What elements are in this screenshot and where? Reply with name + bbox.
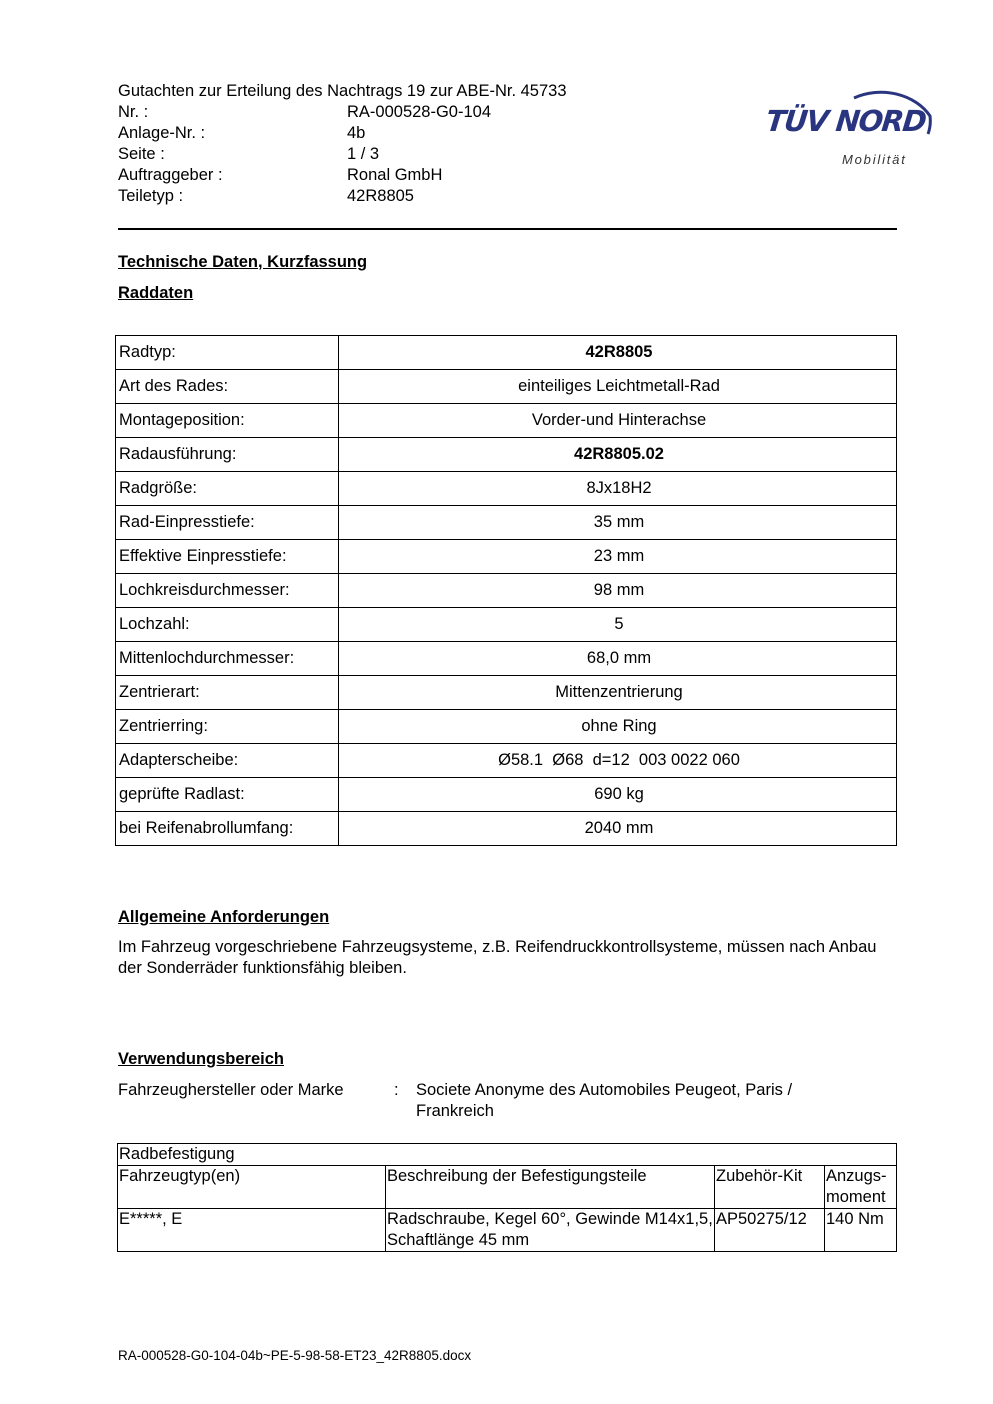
table-cell-label: Montageposition: bbox=[116, 404, 339, 438]
table-row bbox=[116, 778, 897, 812]
table-cell-label: Radgröße: bbox=[116, 472, 339, 506]
table-cell-label: bei Reifenabrollumfang: bbox=[116, 812, 339, 846]
table-cell-value: 5 bbox=[339, 608, 897, 642]
header-row-nr bbox=[118, 102, 567, 123]
header-label: Nr. : bbox=[118, 103, 149, 121]
table-cell-value: 690 kg bbox=[339, 778, 897, 812]
header-value: RA-000528-G0-104 bbox=[347, 103, 492, 121]
usage-label: Fahrzeughersteller oder Marke bbox=[118, 1081, 344, 1099]
header-row-auftraggeber bbox=[118, 165, 567, 186]
tuv-nord-logo bbox=[762, 58, 942, 173]
table-row bbox=[116, 744, 897, 778]
table-cell-value: 23 mm bbox=[339, 540, 897, 574]
table-row bbox=[116, 676, 897, 710]
header-label: Anlage-Nr. : bbox=[118, 124, 206, 142]
section-heading-verwendung: Verwendungsbereich bbox=[118, 1050, 284, 1068]
table-row bbox=[116, 506, 897, 540]
table-header-row bbox=[118, 1166, 897, 1209]
table-cell: E*****, E bbox=[118, 1209, 386, 1252]
table-cell-value: Vorder-und Hinterachse bbox=[339, 404, 897, 438]
section-heading-allgemein: Allgemeine Anforderungen bbox=[118, 908, 330, 926]
table-cell-value: 35 mm bbox=[339, 506, 897, 540]
logo-wordmark: TÜV NORD bbox=[764, 104, 927, 138]
header-label: Seite : bbox=[118, 145, 165, 163]
table-cell-label: Effektive Einpresstiefe: bbox=[116, 540, 339, 574]
header-row-seite bbox=[118, 144, 567, 165]
table-cell-label: Art des Rades: bbox=[116, 370, 339, 404]
header-divider bbox=[118, 228, 897, 230]
requirements-paragraph: Im Fahrzeug vorgeschriebene Fahrzeugsysteme, z.B. Reifendruckkontrollsysteme, müssen nach Anbau der Sonderräder funktionsfähig bleiben. bbox=[118, 938, 877, 977]
table-row bbox=[116, 642, 897, 676]
table-row bbox=[116, 710, 897, 744]
table-cell: Radschraube, Kegel 60°, Gewinde M14x1,5, Schaftlänge 45 mm bbox=[386, 1209, 715, 1252]
header-label: Auftraggeber : bbox=[118, 166, 223, 184]
table-cell-label: Radausführung: bbox=[116, 438, 339, 472]
table-cell: 140 Nm bbox=[825, 1209, 897, 1252]
section-heading-raddaten: Raddaten bbox=[118, 284, 194, 302]
table-row bbox=[116, 438, 897, 472]
table-row bbox=[118, 1209, 897, 1252]
header-title: Gutachten zur Erteilung des Nachtrags 19 zur ABE-Nr. 45733 bbox=[118, 82, 567, 100]
table-cell-value: 42R8805 bbox=[339, 336, 897, 370]
table-row bbox=[116, 472, 897, 506]
table-cell-label: Lochzahl: bbox=[116, 608, 339, 642]
mounting-table bbox=[117, 1143, 897, 1252]
table-cell-value: 42R8805.02 bbox=[339, 438, 897, 472]
table-cell-label: Adapterscheibe: bbox=[116, 744, 339, 778]
table-cell-value: Ø58.1 Ø68 d=12 003 0022 060 bbox=[339, 744, 897, 778]
table-cell-label: Zentrierart: bbox=[116, 676, 339, 710]
footer-filename: RA-000528-G0-104-04b~PE-5-98-58-ET23_42R8805.docx bbox=[118, 1348, 472, 1363]
usage-colon: : bbox=[394, 1081, 399, 1099]
usage-row bbox=[118, 1080, 856, 1122]
header-row-teiletyp bbox=[118, 186, 567, 207]
column-header: Zubehör-Kit bbox=[715, 1166, 825, 1209]
table-row bbox=[116, 370, 897, 404]
usage-value: Societe Anonyme des Automobiles Peugeot, Paris / Frankreich bbox=[416, 1081, 793, 1120]
table-row bbox=[116, 540, 897, 574]
logo-subtitle: Mobilität bbox=[842, 152, 907, 167]
header-value: Ronal GmbH bbox=[347, 166, 443, 184]
table-row bbox=[116, 336, 897, 370]
table-cell-value: einteiliges Leichtmetall-Rad bbox=[339, 370, 897, 404]
wheel-data-table bbox=[115, 335, 897, 846]
header-value: 4b bbox=[347, 124, 366, 142]
header-row-anlage bbox=[118, 123, 567, 144]
table-row bbox=[118, 1144, 897, 1166]
table-cell-label: Zentrierring: bbox=[116, 710, 339, 744]
table-cell-label: Lochkreisdurchmesser: bbox=[116, 574, 339, 608]
header-label: Teiletyp : bbox=[118, 187, 184, 205]
table-cell-label: geprüfte Radlast: bbox=[116, 778, 339, 812]
table-cell-label: Radtyp: bbox=[116, 336, 339, 370]
table-cell-value: 98 mm bbox=[339, 574, 897, 608]
table-cell-label: Mittenlochdurchmesser: bbox=[116, 642, 339, 676]
table-cell-label: Rad-Einpresstiefe: bbox=[116, 506, 339, 540]
section-heading-tech: Technische Daten, Kurzfassung bbox=[118, 253, 368, 271]
header-value: 42R8805 bbox=[347, 187, 414, 205]
mounting-table-title: Radbefestigung bbox=[118, 1144, 897, 1166]
table-cell-value: ohne Ring bbox=[339, 710, 897, 744]
table-cell-value: 68,0 mm bbox=[339, 642, 897, 676]
table-row bbox=[116, 574, 897, 608]
table-cell: AP50275/12 bbox=[715, 1209, 825, 1252]
table-row bbox=[116, 608, 897, 642]
document-header bbox=[118, 81, 567, 207]
column-header: Anzugs-moment bbox=[825, 1166, 897, 1209]
table-cell-value: 8Jx18H2 bbox=[339, 472, 897, 506]
table-cell-value: 2040 mm bbox=[339, 812, 897, 846]
column-header: Fahrzeugtyp(en) bbox=[118, 1166, 386, 1209]
table-row bbox=[116, 812, 897, 846]
table-row bbox=[116, 404, 897, 438]
table-cell-value: Mittenzentrierung bbox=[339, 676, 897, 710]
column-header: Beschreibung der Befestigungsteile bbox=[386, 1166, 715, 1209]
header-value: 1 / 3 bbox=[347, 145, 380, 163]
